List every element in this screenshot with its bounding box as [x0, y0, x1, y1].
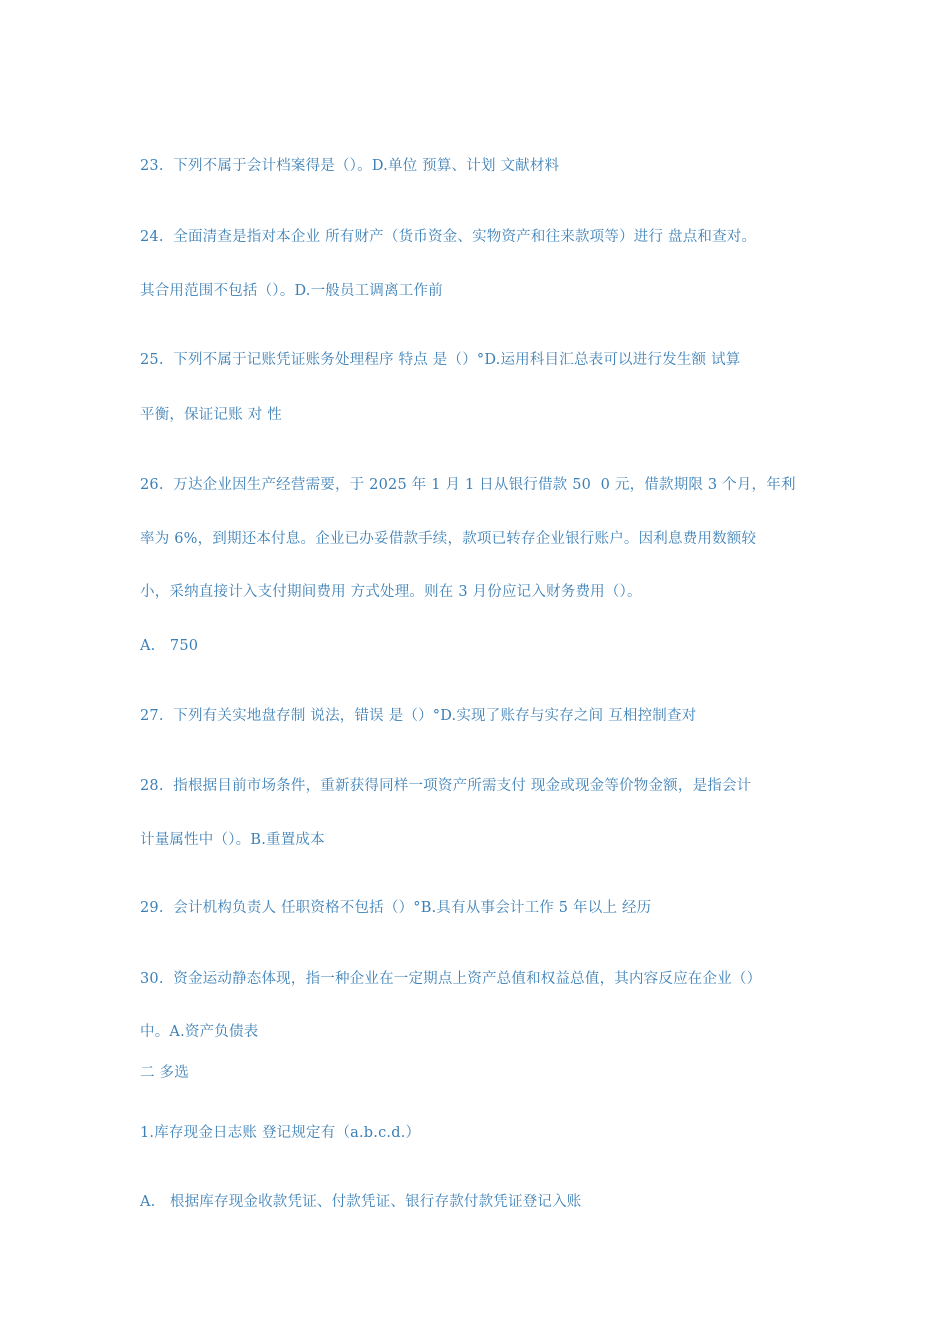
multi-question-1: 1.库存现金日志账 登记规定有（a.b.c.d.） [140, 1125, 421, 1141]
question-23: 23. 下列不属于会计档案得是（）。D.单位 预算、计划 文献材料 [140, 158, 560, 174]
question-29: 29. 会计机构负责人 任职资格不包括（）°B.具有从事会计工作 5 年以上 经历 [140, 900, 652, 916]
question-24-line-1: 24. 全面清查是指对本企业 所有财产（货币资金、实物资产和往来款项等）进行 盘点和查对。 [140, 229, 757, 245]
question-25-line-1: 25. 下列不属于记账凭证账务处理程序 特点 是（）°D.运用科目汇总表可以进行发生额 试算 [140, 352, 741, 368]
question-26-line-3: 小，采纳直接计入支付期间费用 方式处理。则在 3 月份应记入财务费用（）。 [140, 584, 642, 600]
question-30-line-1: 30. 资金运动静态体现，指一种企业在一定期点上资产总值和权益总值，其内容反应在企业（） [140, 971, 762, 987]
question-26-line-1: 26. 万达企业因生产经营需要，于 2025 年 1 月 1 日从银行借款 50 0 元，借款期限 3 个月，年利 [140, 477, 796, 493]
question-24-line-2: 其合用范围不包括（）。D.一般员工调离工作前 [140, 283, 443, 299]
question-26-line-2: 率为 6%，到期还本付息。企业已办妥借款手续，款项已转存企业银行账户。因利息费用数额较 [140, 531, 757, 547]
question-30-line-2: 中。A.资产负债表 [140, 1024, 259, 1040]
question-28-line-2: 计量属性中（）。B.重置成本 [140, 832, 325, 848]
question-27: 27. 下列有关实地盘存制 说法，错误 是（）°D.实现了账存与实存之间 互相控制查对 [140, 708, 697, 724]
question-25-line-2: 平衡，保证记账 对 性 [140, 407, 282, 423]
multi-question-1-option-a: A. 根据库存现金收款凭证、付款凭证、银行存款付款凭证登记入账 [140, 1194, 582, 1210]
question-28-line-1: 28. 指根据目前市场条件，重新获得同样一项资产所需支付 现金或现金等价物金额，是指会计 [140, 778, 752, 794]
section-heading-multiple-choice: 二 多选 [140, 1065, 189, 1081]
answer-26: A. 750 [140, 638, 199, 654]
